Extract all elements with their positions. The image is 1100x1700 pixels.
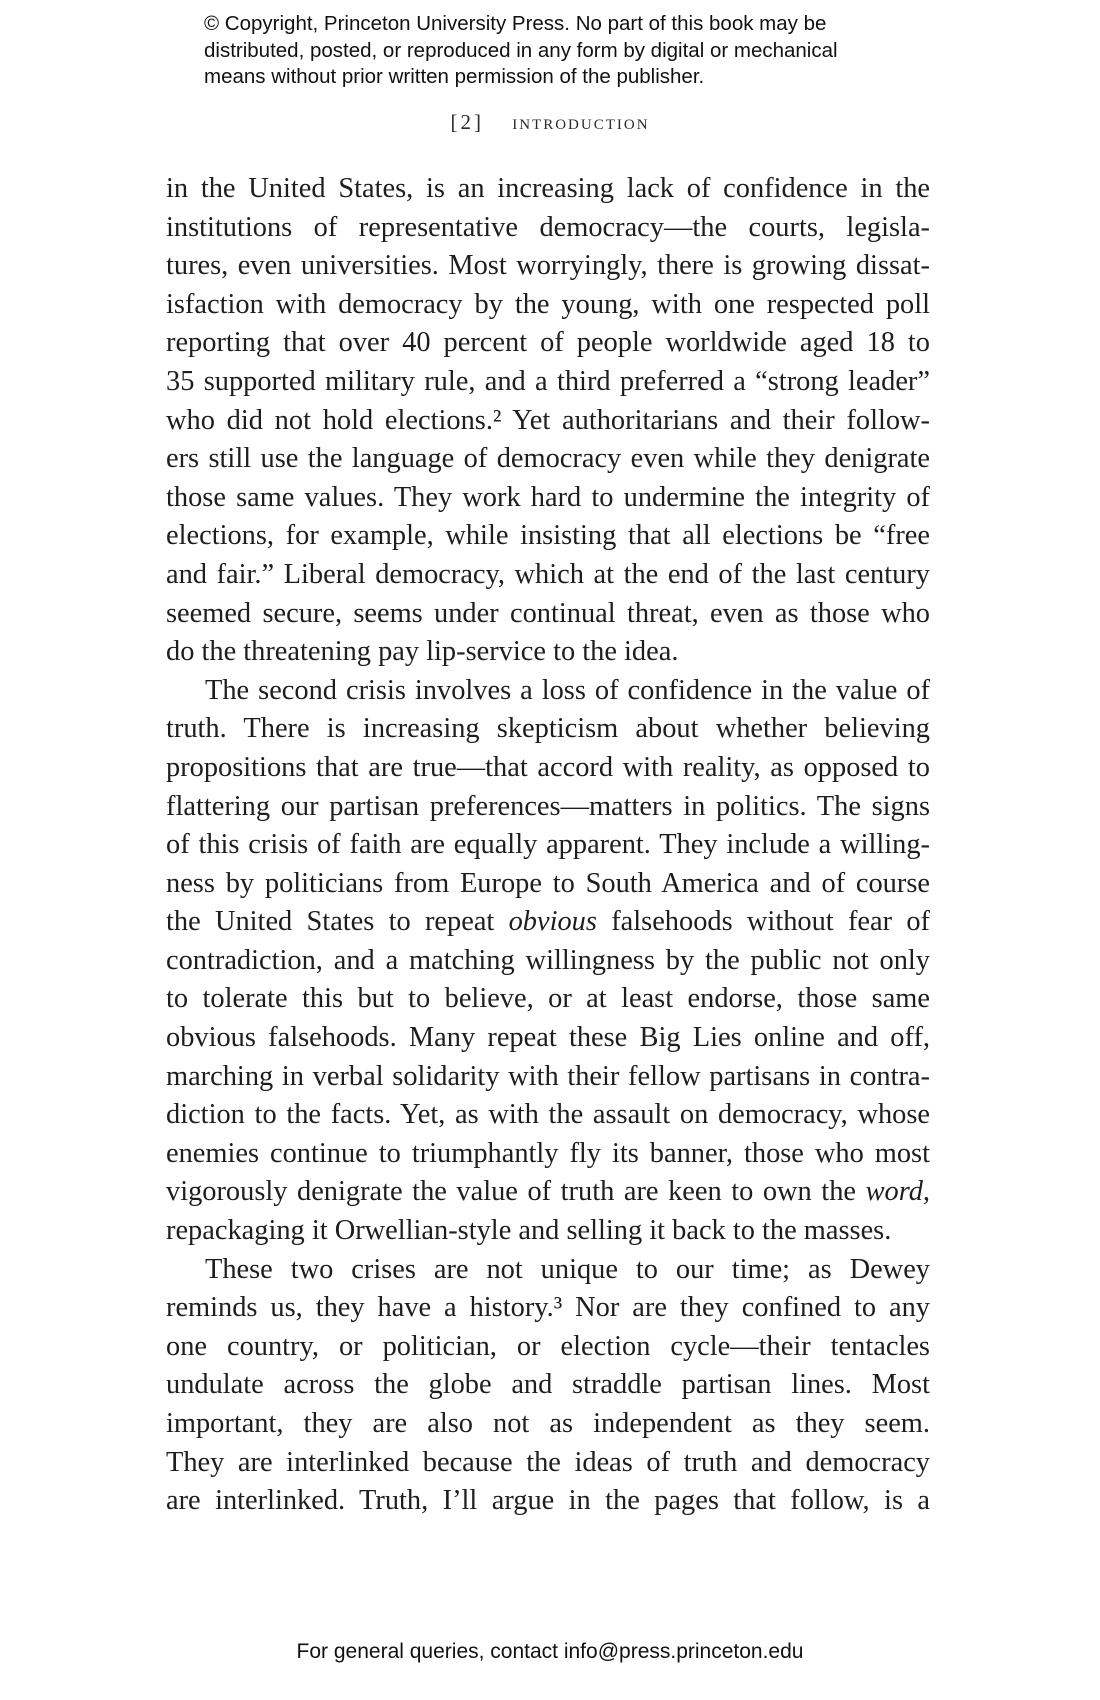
text-line: ers still use the language of democracy even while they denigrate <box>166 443 930 475</box>
copyright-line: © Copyright, Princeton University Press. No part of this book may be <box>204 12 827 35</box>
text-line: ness by politicians from Europe to South America and of course <box>166 867 930 899</box>
text-line: enemies continue to triumphantly fly its banner, those who most <box>166 1137 930 1169</box>
copyright-line: distributed, posted, or reproduced in any form by digital or mechanical <box>204 38 838 62</box>
text-line: propositions that are true—that accord with reality, as opposed to <box>166 751 930 783</box>
text-line: These two crises are not unique to our time; as Dewey <box>205 1253 930 1285</box>
text-line: and fair.” Liberal democracy, which at the end of the last century <box>166 558 930 590</box>
text-line: flattering our partisan preferences—matters in politics. The signs <box>166 790 930 822</box>
text-line: isfaction with democracy by the young, with one respected poll <box>166 288 930 320</box>
text-line: are interlinked. Truth, I’ll argue in the pages that follow, is a <box>166 1485 930 1517</box>
text-line: vigorously denigrate the value of truth are keen to own the word, <box>166 1176 930 1208</box>
text-line: marching in verbal solidarity with their fellow partisans in contra- <box>166 1060 930 1092</box>
page-number: [2] <box>450 110 484 134</box>
text-line: tures, even universities. Most worryingly, there is growing dissat- <box>166 250 930 282</box>
text-line: to tolerate this but to believe, or at least endorse, those same <box>166 983 930 1015</box>
text-line: of this crisis of faith are equally apparent. They include a willing- <box>166 829 930 861</box>
text-line: seemed secure, seems under continual threat, even as those who <box>166 597 930 629</box>
text-line: the United States to repeat obvious falsehoods without fear of <box>166 906 930 938</box>
emphasis: word <box>865 1176 923 1208</box>
text-line: one country, or politician, or election cycle—their tentacles <box>166 1330 930 1362</box>
text-line: repackaging it Orwellian-style and selling it back to the masses. <box>166 1215 892 1247</box>
text-line: The second crisis involves a loss of confidence in the value of <box>205 674 930 706</box>
emphasis: obvious <box>508 906 597 938</box>
text-line: in the United States, is an increasing lack of confidence in the <box>166 173 930 204</box>
copyright-line: means without prior written permission of the publisher. <box>204 65 705 88</box>
text-line: those same values. They work hard to undermine the integrity of <box>166 481 930 513</box>
text-line: do the threatening pay lip-service to the idea. <box>166 636 679 668</box>
text-line: important, they are also not as independent as they seem. <box>166 1408 930 1439</box>
text-line: who did not hold elections.² Yet authoritarians and their follow- <box>166 404 930 436</box>
body-text <box>166 170 930 1521</box>
text-line: institutions of representative democracy—the courts, legisla- <box>166 211 930 243</box>
text-line: obvious falsehoods. Many repeat these Big Lies online and off, <box>166 1022 930 1054</box>
footer-contact: For general queries, contact info@press.princeton.edu <box>296 1640 804 1663</box>
text-line: 35 supported military rule, and a third preferred a “strong leader” <box>166 365 930 397</box>
text-line: diction to the facts. Yet, as with the assault on democracy, whose <box>166 1099 930 1131</box>
copyright-notice <box>204 11 924 91</box>
text-line: undulate across the globe and straddle partisan lines. Most <box>166 1369 930 1401</box>
text-line: contradiction, and a matching willingness by the public not only <box>166 944 930 976</box>
text-line: They are interlinked because the ideas of truth and democracy <box>166 1446 930 1478</box>
text-line: elections, for example, while insisting that all elections be “free <box>166 520 930 552</box>
section-title: introduction <box>512 110 650 134</box>
text-line: truth. There is increasing skepticism about whether believing <box>166 713 930 745</box>
text-line: reporting that over 40 percent of people worldwide aged 18 to <box>166 327 930 359</box>
running-head <box>0 110 1100 135</box>
text-line: reminds us, they have a history.³ Nor are they confined to any <box>166 1292 930 1324</box>
